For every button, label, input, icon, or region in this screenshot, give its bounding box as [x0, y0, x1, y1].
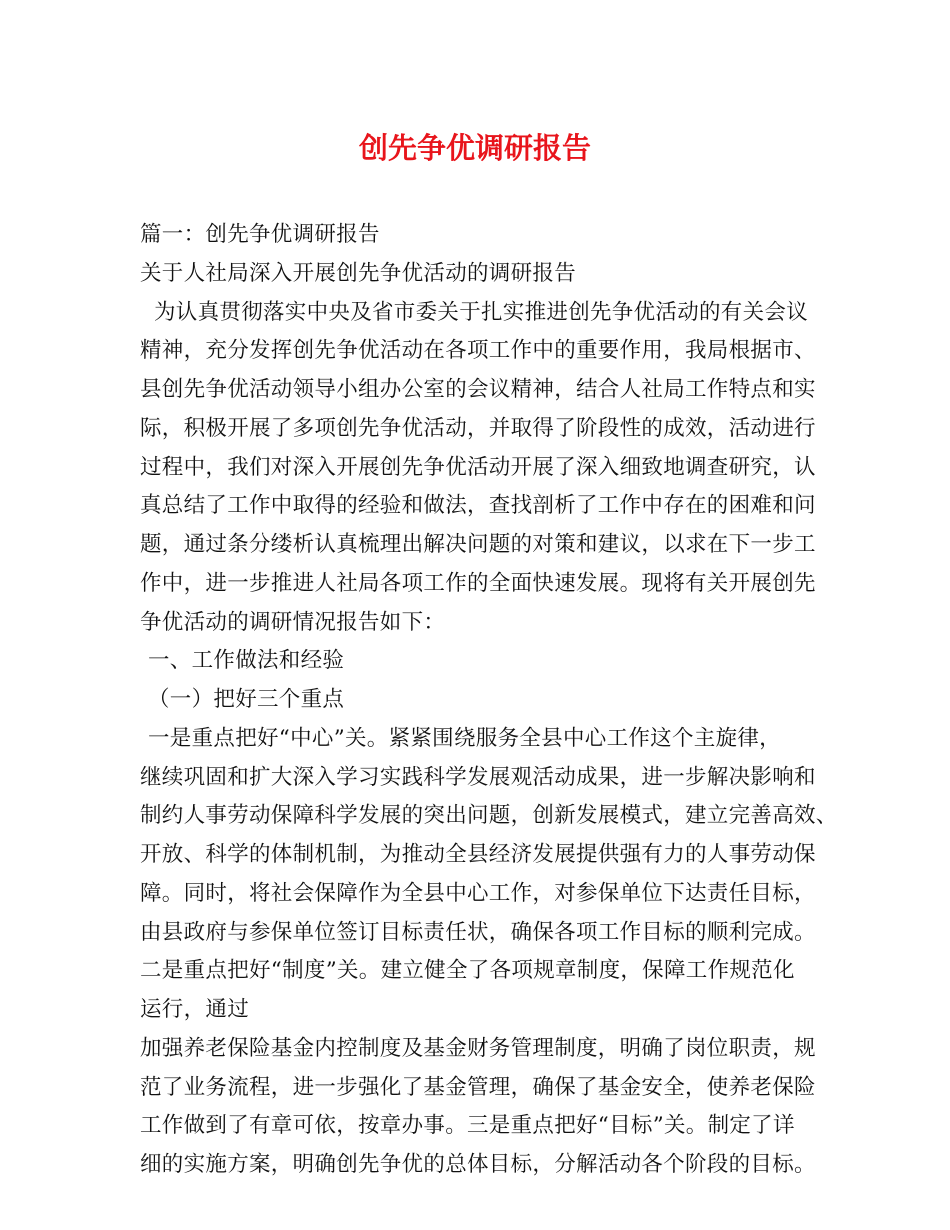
paragraph-line: 开放、科学的体制机制，为推动全县经济发展提供强有力的人事劳动保 — [140, 842, 816, 867]
paragraph-line: 范了业务流程，进一步强化了基金管理，确保了基金安全，使养老保险 — [140, 1074, 816, 1100]
paragraph-line: 加强养老保险基金内控制度及基金财务管理制度，明确了岗位职责，规 — [140, 1035, 816, 1061]
paragraph-line: 过程中，我们对深入开展创先争优活动开展了深入细致地调查研究，认 — [140, 454, 816, 480]
paragraph-line: 真总结了工作中取得的经验和做法，查找剖析了工作中存在的困难和问 — [140, 493, 816, 519]
subsection-heading: （一）把好三个重点 — [148, 687, 345, 712]
paragraph-line: 由县政府与参保单位签订目标责任状，确保各项工作目标的顺利完成。 — [140, 919, 816, 945]
paragraph-line: 际，积极开展了多项创先争优活动，并取得了阶段性的成效，活动进行 — [140, 415, 816, 441]
paragraph-line: 障。同时，将社会保障作为全县中心工作，对参保单位下达责任目标， — [140, 880, 816, 906]
paragraph-line: 细的实施方案，明确创先争优的总体目标，分解活动各个阶段的目标。 — [140, 1152, 816, 1177]
section-heading: 篇一：创先争优调研报告 — [140, 222, 380, 247]
paragraph-line: 为认真贯彻落实中央及省市委关于扎实推进创先争优活动的有关会议 — [154, 299, 809, 325]
section-heading: 一、工作做法和经验 — [148, 648, 345, 674]
paragraph-line: 一是重点把好“中心”关。紧紧围绕服务全县中心工作这个主旋律， — [148, 725, 781, 751]
paragraph-line: 县创先争优活动领导小组办公室的会议精神，结合人社局工作特点和实 — [140, 377, 816, 402]
paragraph-line: 工作做到了有章可依，按章办事。三是重点把好“目标”关。制定了详 — [140, 1113, 795, 1139]
paragraph-line: 二是重点把好“制度”关。建立健全了各项规章制度，保障工作规范化 — [140, 958, 795, 984]
document-title: 创先争优调研报告 — [358, 131, 591, 165]
report-subtitle: 关于人社局深入开展创先争优活动的调研报告 — [140, 260, 577, 286]
paragraph-line: 精神，充分发挥创先争优活动在各项工作中的重要作用，我局根据市、 — [140, 338, 816, 364]
paragraph-line: 继续巩固和扩大深入学习实践科学发展观活动成果，进一步解决影响和 — [140, 764, 816, 790]
paragraph-line: 制约人事劳动保障科学发展的突出问题，创新发展模式，建立完善高效、 — [140, 803, 838, 829]
document-body — [140, 216, 840, 1185]
paragraph-line: 题，通过条分缕析认真梳理出解决问题的对策和建议，以求在下一步工 — [140, 532, 816, 557]
paragraph-line: 作中，进一步推进人社局各项工作的全面快速发展。现将有关开展创先 — [140, 570, 816, 596]
paragraph-line: 争优活动的调研情况报告如下： — [140, 609, 446, 635]
paragraph-line: 运行，通过 — [140, 997, 250, 1022]
